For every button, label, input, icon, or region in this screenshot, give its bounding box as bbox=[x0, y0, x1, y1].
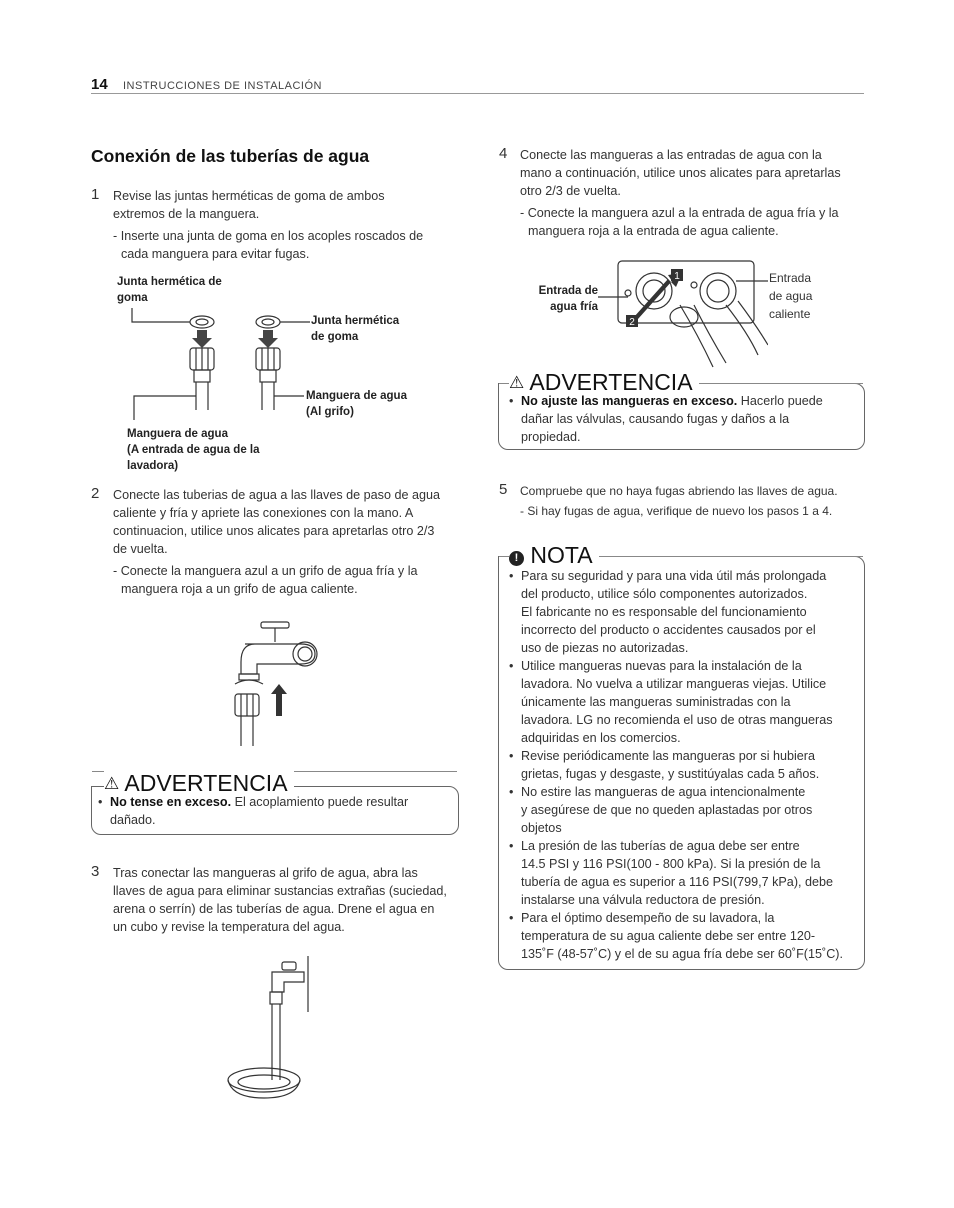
note-item bbox=[509, 909, 857, 963]
step-5-text bbox=[520, 482, 838, 520]
label-line: Manguera de agua bbox=[306, 390, 407, 402]
note-title: NOTA bbox=[530, 542, 593, 568]
text-line: continuacion, utilice unos alicates para apretarlas otro 2/3 bbox=[113, 524, 435, 538]
note-line: El fabricante no es responsable del funcionamiento bbox=[521, 605, 807, 619]
warning-icon: ⚠ bbox=[509, 373, 525, 392]
note-line: uso de piezas no autorizadas. bbox=[521, 641, 689, 655]
label-line: de goma bbox=[311, 331, 359, 343]
step-number: 4 bbox=[499, 145, 508, 162]
note-item bbox=[509, 657, 857, 747]
text-line: manguera roja a la entrada de agua caliente. bbox=[528, 224, 779, 238]
text-line: un cubo y revise la temperatura del agua. bbox=[113, 920, 345, 934]
text-line: Conecte las mangueras a las entradas de agua con la bbox=[520, 148, 822, 162]
page-number: 14 bbox=[91, 76, 108, 93]
label-line: caliente bbox=[769, 307, 811, 321]
hose-to-washer-label bbox=[127, 426, 260, 474]
note-heading bbox=[509, 543, 599, 567]
note-line: tubería de agua es superior a 116 PSI(799,7 kPa), debe bbox=[521, 875, 834, 889]
inlet-illustration bbox=[598, 255, 768, 370]
text-line: manguera roja a un grifo de agua caliente. bbox=[121, 582, 358, 596]
warning-title: ADVERTENCIA bbox=[529, 369, 693, 395]
label-line: (Al grifo) bbox=[306, 406, 354, 418]
note-item bbox=[509, 747, 857, 783]
text-line: extremos de la manguera. bbox=[113, 207, 260, 221]
text-line: - Conecte la manguera azul a un grifo de agua fría y la bbox=[113, 564, 418, 578]
step-marker-1: 1 bbox=[674, 271, 680, 282]
warning-text: dañar las válvulas, causando fugas y daños a la bbox=[521, 412, 790, 426]
note-line: lavadora. No vuelva a utilizar mangueras viejas. Utilice bbox=[521, 677, 827, 691]
warning-body bbox=[98, 793, 448, 829]
label-line: Entrada de bbox=[538, 285, 598, 297]
step-number: 3 bbox=[91, 863, 100, 880]
header-divider bbox=[91, 93, 864, 94]
text-line: Tras conectar las mangueras al grifo de agua, abra las bbox=[113, 866, 418, 880]
note-item bbox=[509, 567, 857, 657]
warning-title: ADVERTENCIA bbox=[124, 770, 288, 796]
label-line: de agua bbox=[769, 289, 813, 303]
note-line: • Para el óptimo desempeño de su lavadora, la bbox=[521, 911, 775, 925]
note-line: • Utilice mangueras nuevas para la instalación de la bbox=[521, 659, 802, 673]
text-line: - Conecte la manguera azul a la entrada de agua fría y la bbox=[520, 206, 839, 220]
warning-emphasis: No tense en exceso. bbox=[110, 795, 232, 809]
note-line: • Revise periódicamente las mangueras por si hubiera bbox=[521, 749, 816, 763]
label-line: Junta hermética de bbox=[117, 276, 222, 288]
step-2-text bbox=[113, 486, 440, 598]
label-line: goma bbox=[117, 292, 148, 304]
note-line: del producto, utilice sólo componentes autorizados. bbox=[521, 587, 808, 601]
warning-item bbox=[509, 392, 854, 446]
note-line: lavadora. LG no recomienda el uso de otras mangueras bbox=[521, 713, 833, 727]
cold-inlet-label bbox=[532, 283, 598, 315]
label-line: (A entrada de agua de la bbox=[127, 444, 260, 456]
note-line: únicamente las mangueras suministradas con la bbox=[521, 695, 791, 709]
note-line: instalarse una válvula reductora de presión. bbox=[521, 893, 765, 907]
note-line: • La presión de las tuberías de agua debe ser entre bbox=[521, 839, 800, 853]
gasket-illustration bbox=[120, 300, 320, 420]
step-4-text bbox=[520, 146, 841, 240]
step-marker-2: 2 bbox=[629, 317, 635, 328]
note-item bbox=[509, 837, 857, 909]
note-line: objetos bbox=[521, 821, 562, 835]
step-number: 2 bbox=[91, 485, 100, 502]
text-line: mano a continuación, utilice unos alicates para apretarlas bbox=[520, 166, 841, 180]
note-line: grietas, fugas y desgaste, y sustitúyalas cada 5 años. bbox=[521, 767, 820, 781]
note-item bbox=[509, 783, 857, 837]
note-line: 14.5 PSI y 116 PSI(100 - 800 kPa). Si la presión de la bbox=[521, 857, 821, 871]
text-line: Conecte las tuberias de agua a las llaves de paso de agua bbox=[113, 488, 440, 502]
hose-to-tap-label bbox=[306, 388, 407, 420]
warning-item bbox=[98, 793, 448, 829]
note-line: • No estire las mangueras de agua intencionalmente bbox=[521, 785, 806, 799]
text-line: otro 2/3 de vuelta. bbox=[520, 184, 621, 198]
text-line: de vuelta. bbox=[113, 542, 168, 556]
label-line: agua fría bbox=[550, 301, 598, 313]
note-line: incorrecto del producto o accidentes causados por el bbox=[521, 623, 816, 637]
text-line: - Si hay fugas de agua, verifique de nuevo los pasos 1 a 4. bbox=[520, 504, 833, 518]
text-line: - Inserte una junta de goma en los acoples roscados de bbox=[113, 229, 424, 243]
text-line: arena o serrín) de las tuberías de agua. Drene el agua en bbox=[113, 902, 435, 916]
label-line: Junta hermética bbox=[311, 315, 400, 327]
bucket-illustration bbox=[222, 952, 322, 1102]
warning-text: El acoplamiento puede resultar bbox=[231, 795, 409, 809]
note-line: y asegúrese de que no queden aplastadas por otros bbox=[521, 803, 813, 817]
step-number: 5 bbox=[499, 481, 508, 498]
note-line: 135˚F (48-57˚C) y el de su agua fría debe ser 60˚F(15˚C). bbox=[521, 947, 843, 961]
warning-text: dañado. bbox=[110, 813, 156, 827]
note-line: adquiridas en los comercios. bbox=[521, 731, 681, 745]
page-title: Conexión de las tuberías de agua bbox=[91, 146, 370, 166]
note-body bbox=[509, 567, 857, 963]
text-line: Compruebe que no haya fugas abriendo las llaves de agua. bbox=[520, 484, 838, 498]
note-line: • Para su seguridad y para una vida útil más prolongada bbox=[521, 569, 827, 583]
text-line: cada manguera para evitar fugas. bbox=[121, 247, 310, 261]
text-line: caliente y fría y apriete las conexiones con la mano. A bbox=[113, 506, 414, 520]
label-line: Entrada bbox=[769, 271, 812, 285]
faucet-illustration bbox=[225, 618, 325, 748]
info-icon: ! bbox=[509, 551, 524, 566]
warning-emphasis: No ajuste las mangueras en exceso. bbox=[521, 394, 738, 408]
step-number: 1 bbox=[91, 186, 100, 203]
text-line: llaves de agua para eliminar sustancias extrañas (suciedad, bbox=[113, 884, 447, 898]
warning-text: propiedad. bbox=[521, 430, 581, 444]
warning-icon: ⚠ bbox=[104, 774, 120, 793]
step-1-text bbox=[113, 187, 423, 263]
gasket-label-right bbox=[311, 313, 399, 345]
warning-text: Hacerlo puede bbox=[737, 394, 823, 408]
text-line: Revise las juntas herméticas de goma de ambos bbox=[113, 189, 385, 203]
hot-inlet-label bbox=[769, 269, 812, 323]
label-line: lavadora) bbox=[127, 460, 179, 472]
label-line: Manguera de agua bbox=[127, 428, 228, 440]
section-header: INSTRUCCIONES DE INSTALACIÓN bbox=[123, 80, 322, 92]
step-3-text bbox=[113, 864, 447, 936]
note-line: temperatura de su agua caliente debe ser entre 120- bbox=[521, 929, 816, 943]
note-list bbox=[509, 567, 857, 963]
warning-body bbox=[509, 392, 854, 446]
